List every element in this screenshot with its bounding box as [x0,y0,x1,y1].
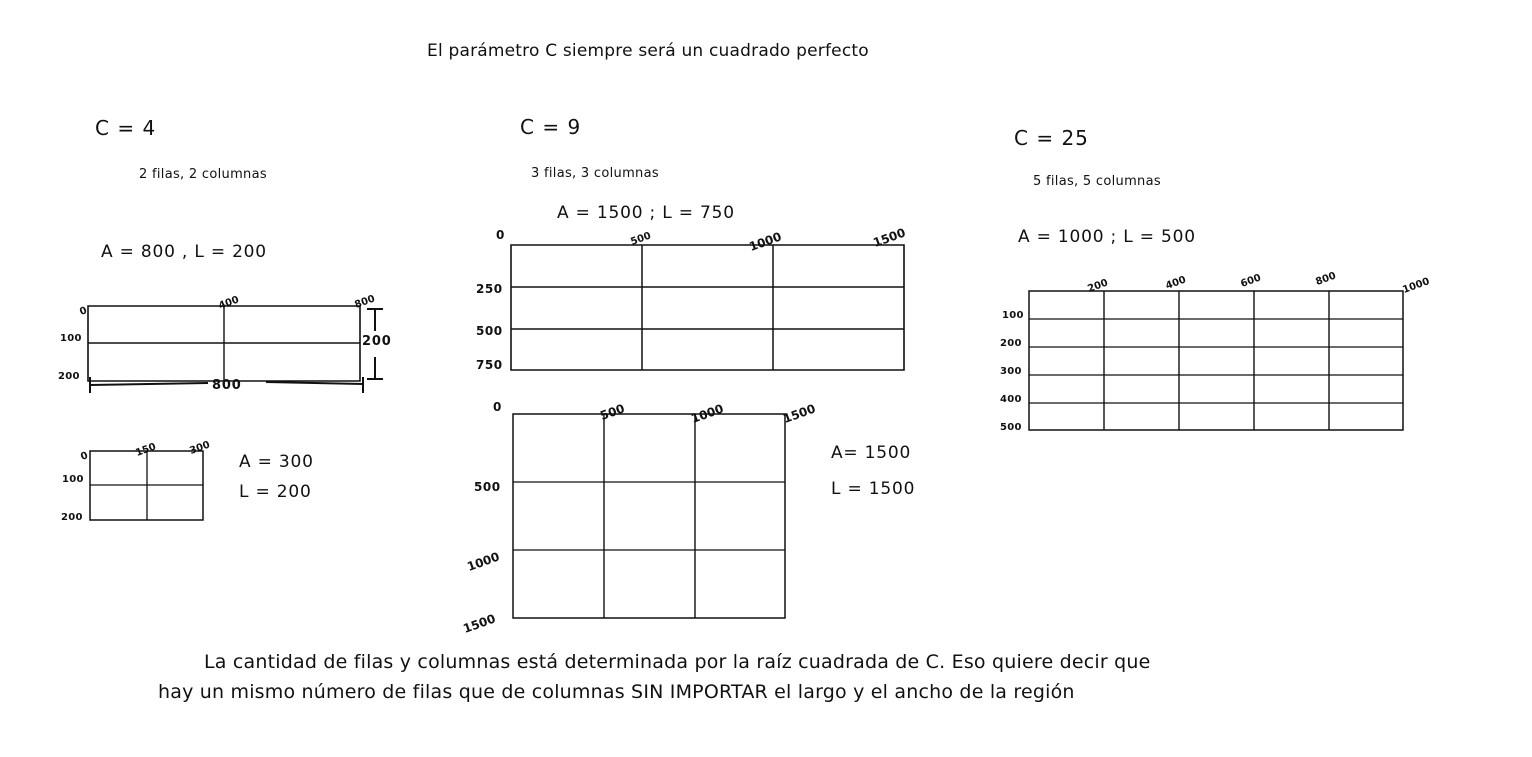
c9-grid-2 [512,413,787,620]
c25-grid-1-ytick-3: 400 [1000,394,1022,405]
c9-grid-2-xtick-2: 1000 [689,401,726,426]
c9-grid-1-xtick-3: 1500 [871,225,908,250]
c4-dimensions-label: 2 filas, 2 columnas [139,167,267,182]
c4-grid-2-l-label: L = 200 [239,482,312,502]
c4-grid-2-xtick-0: 0 [79,450,90,463]
c25-grid-1-xtick-2: 600 [1239,272,1263,290]
c4-grid-2-ytick-0: 100 [62,474,84,485]
c9-grid-2-ytick-1: 500 [474,480,501,494]
c25-grid-1-xtick-4: 1000 [1401,276,1432,296]
c4-grid-1-width-dim-label: 800 [212,378,242,393]
c25-grid-1-ytick-1: 200 [1000,338,1022,349]
c4-grid-2 [89,450,205,522]
c4-grid-1-al-label: A = 800 , L = 200 [101,242,267,262]
c9-heading: C = 9 [520,115,582,139]
caption-line-2: hay un mismo número de filas que de columnas SIN IMPORTAR el largo y el ancho de la región [158,681,1075,703]
c9-grid-2-l-label: L = 1500 [831,479,916,499]
c25-heading: C = 25 [1014,126,1089,150]
c9-grid-1-al-label: A = 1500 ; L = 750 [557,203,735,223]
c25-grid-1-ytick-0: 100 [1002,310,1024,321]
c4-grid-2-ytick-1: 200 [61,512,83,523]
c25-grid-1-xtick-0: 200 [1086,277,1110,295]
c9-grid-2-xtick-0: 0 [493,400,502,414]
page-title: El parámetro C siempre será un cuadrado perfecto [427,41,869,61]
c4-grid-1-ytick-0: 100 [60,333,82,344]
c4-grid-1 [87,305,362,383]
c9-grid-1 [510,244,906,372]
c4-grid-2-xtick-1: 150 [134,441,158,459]
c9-grid-1-xtick-0: 0 [496,228,505,242]
c9-grid-1-ytick-2: 500 [476,324,503,338]
c9-grid-2-xtick-3: 1500 [781,401,818,426]
c25-grid-1-ytick-4: 500 [1000,422,1022,433]
c9-dimensions-label: 3 filas, 3 columnas [531,166,659,181]
caption-line-1: La cantidad de filas y columnas está determinada por la raíz cuadrada de C. Eso quiere decir que [204,651,1151,673]
c9-grid-2-ytick-3: 1500 [461,611,498,636]
c25-dimensions-label: 5 filas, 5 columnas [1033,174,1161,189]
c4-grid-1-xtick-0: 0 [78,305,89,318]
c4-grid-1-ytick-1: 200 [58,371,80,382]
c4-grid-2-xtick-2: 300 [188,439,212,457]
c9-grid-1-xtick-2: 1000 [747,229,784,254]
c4-grid-2-a-label: A = 300 [239,452,314,472]
c9-grid-2-xtick-1: 500 [598,401,627,423]
c4-grid-1-xtick-1: 400 [217,294,241,312]
c25-grid-1-ytick-2: 300 [1000,366,1022,377]
c4-heading: C = 4 [95,116,157,140]
c9-grid-1-ytick-1: 250 [476,282,503,296]
c25-grid-1 [1028,290,1405,432]
c4-grid-1-xtick-2: 800 [353,293,377,311]
c9-grid-1-ytick-3: 750 [476,358,503,372]
c9-grid-2-a-label: A= 1500 [831,443,912,463]
c25-grid-1-xtick-3: 800 [1314,270,1338,288]
c25-grid-1-xtick-1: 400 [1164,274,1188,292]
c25-grid-1-al-label: A = 1000 ; L = 500 [1018,227,1196,247]
c9-grid-2-ytick-2: 1000 [465,549,502,574]
c9-grid-1-xtick-1: 500 [629,230,653,248]
c4-grid-1-height-dim-label: 200 [362,334,392,349]
